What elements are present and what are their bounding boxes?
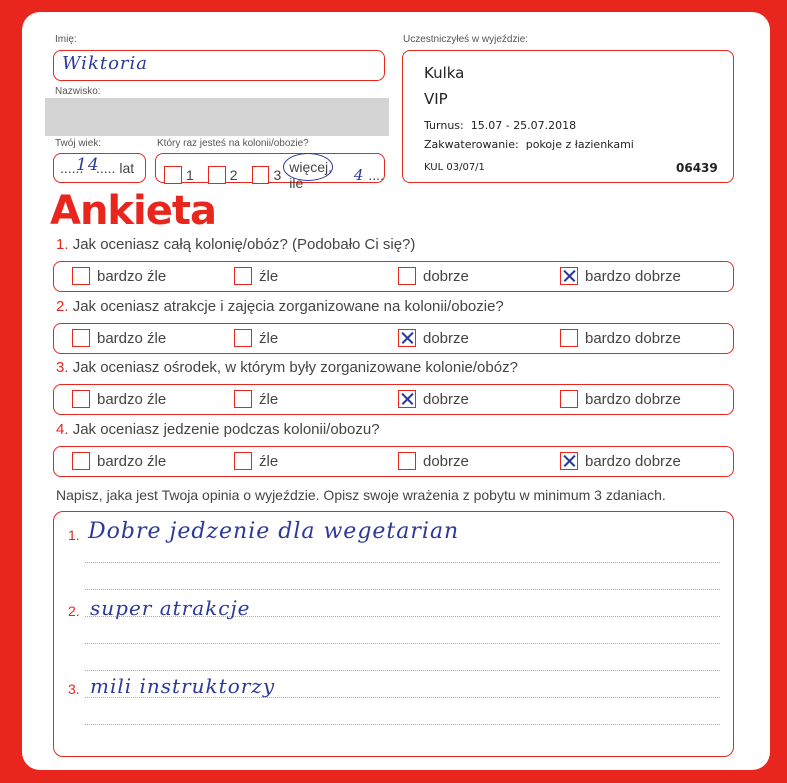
rating-checkbox[interactable]	[560, 452, 578, 470]
rating-label: źle	[259, 452, 279, 470]
opinion-2-text: super atrakcje	[90, 596, 251, 620]
rating-checkbox[interactable]	[398, 267, 416, 285]
visit-2-checkbox[interactable]	[208, 166, 226, 184]
rating-label: bardzo źle	[97, 267, 167, 285]
rating-option[interactable]	[72, 329, 166, 347]
rating-checkbox[interactable]	[234, 390, 252, 408]
rating-row-4	[53, 446, 734, 477]
rating-option[interactable]	[234, 452, 278, 470]
rating-label: dobrze	[423, 390, 469, 408]
rating-option[interactable]	[398, 390, 469, 408]
name-value: Wiktoria	[62, 53, 149, 74]
rating-checkbox[interactable]	[560, 329, 578, 347]
rating-option[interactable]	[560, 452, 681, 470]
question-text: Jak oceniasz całą kolonię/obóz? (Podobało Ci się?)	[72, 236, 416, 253]
dotted-line	[85, 724, 720, 725]
visit-1-label: 1	[185, 167, 194, 183]
rating-option[interactable]	[234, 390, 278, 408]
rating-checkbox[interactable]	[72, 452, 90, 470]
rating-option[interactable]	[560, 390, 681, 408]
question-3	[56, 359, 518, 376]
rating-checkbox[interactable]	[398, 452, 416, 470]
opinion-prompt: Napisz, jaka jest Twoja opinia o wyjeździe. Opisz swoje wrażenia z pobytu w minimum 3 zdaniach.	[56, 487, 666, 503]
rating-label: bardzo źle	[97, 452, 167, 470]
dotted-line	[85, 670, 720, 671]
opinion-1-num: 1.	[68, 527, 80, 543]
rating-option[interactable]	[72, 390, 166, 408]
rating-label: źle	[259, 390, 279, 408]
rating-label: źle	[259, 329, 279, 347]
age-suffix: ..... lat	[96, 160, 135, 176]
age-field[interactable]	[53, 153, 146, 183]
rating-option[interactable]	[72, 267, 166, 285]
camp-code: KUL 03/07/1	[424, 162, 485, 173]
rating-label: źle	[259, 267, 279, 285]
rating-row-2	[53, 323, 734, 354]
surname-redacted	[45, 98, 389, 136]
rating-checkbox[interactable]	[72, 329, 90, 347]
rating-label: dobrze	[423, 267, 469, 285]
name-label: Imię:	[55, 34, 77, 45]
rating-checkbox[interactable]	[560, 390, 578, 408]
question-number: 1.	[56, 236, 69, 253]
question-4	[56, 421, 380, 438]
rating-row-3	[53, 384, 734, 415]
rating-checkbox[interactable]	[72, 390, 90, 408]
question-number: 4.	[56, 421, 69, 438]
rating-label: bardzo źle	[97, 390, 167, 408]
accommodation-value: pokoje z łazienkami	[525, 138, 634, 151]
rating-checkbox[interactable]	[72, 267, 90, 285]
rating-checkbox[interactable]	[234, 267, 252, 285]
visit-label: Który raz jesteś na kolonii/obozie?	[157, 138, 309, 149]
name-field[interactable]	[53, 50, 385, 81]
camp-type: VIP	[424, 90, 448, 108]
rating-label: bardzo dobrze	[585, 329, 681, 347]
rating-option[interactable]	[234, 329, 278, 347]
rating-row-1	[53, 261, 734, 292]
visit-more-label: więcej, ile	[289, 159, 333, 191]
turnus-label: Turnus:	[424, 119, 464, 132]
visit-more-option[interactable]	[289, 159, 350, 191]
rating-checkbox[interactable]	[234, 452, 252, 470]
visit-1-checkbox[interactable]	[164, 166, 182, 184]
rating-option[interactable]	[234, 267, 278, 285]
visit-more-circle	[283, 153, 333, 181]
camp-name: Kulka	[424, 64, 465, 82]
camp-number: 06439	[676, 161, 718, 175]
rating-option[interactable]	[398, 329, 469, 347]
opinion-3-num: 3.	[68, 681, 80, 697]
question-number: 3.	[56, 359, 69, 376]
rating-checkbox[interactable]	[398, 329, 416, 347]
opinion-2-num: 2.	[68, 603, 80, 619]
question-text: Jak oceniasz atrakcje i zajęcia zorganizowane na kolonii/obozie?	[72, 298, 504, 315]
visit-dots: ....	[368, 167, 384, 183]
question-number: 2.	[56, 298, 69, 315]
surname-label: Nazwisko:	[55, 86, 101, 97]
rating-checkbox[interactable]	[398, 390, 416, 408]
rating-label: bardzo źle	[97, 329, 167, 347]
opinion-1-text: Dobre jedzenie dla wegetarian	[88, 519, 460, 544]
rating-checkbox[interactable]	[560, 267, 578, 285]
visit-3-checkbox[interactable]	[252, 166, 270, 184]
visit-count-value: 4	[353, 166, 365, 184]
rating-label: dobrze	[423, 329, 469, 347]
rating-checkbox[interactable]	[234, 329, 252, 347]
age-prefix: ......	[60, 160, 84, 176]
opinion-3-text: mili instruktorzy	[90, 674, 276, 698]
visit-2-label: 2	[229, 167, 238, 183]
question-text: Jak oceniasz jedzenie podczas kolonii/obozu?	[72, 421, 380, 438]
question-2	[56, 298, 504, 315]
dotted-line	[85, 562, 720, 563]
rating-option[interactable]	[398, 267, 469, 285]
age-value: 14	[76, 155, 100, 175]
rating-label: bardzo dobrze	[585, 452, 681, 470]
camp-turnus	[424, 119, 576, 132]
turnus-value: 15.07 - 25.07.2018	[470, 119, 577, 132]
dotted-line	[85, 589, 720, 590]
rating-option[interactable]	[560, 329, 681, 347]
question-1	[56, 236, 415, 253]
rating-label: bardzo dobrze	[585, 267, 681, 285]
page-title: Ankieta	[50, 188, 216, 234]
question-text: Jak oceniasz ośrodek, w którym były zorganizowane kolonie/obóz?	[72, 359, 518, 376]
age-label: Twój wiek:	[55, 138, 102, 149]
rating-option[interactable]	[72, 452, 166, 470]
dotted-line	[85, 643, 720, 644]
rating-label: bardzo dobrze	[585, 390, 681, 408]
accommodation-label: Zakwaterowanie:	[424, 138, 519, 151]
visit-3-label: 3	[273, 167, 282, 183]
camp-accommodation	[424, 138, 634, 151]
rating-label: dobrze	[423, 452, 469, 470]
rating-option[interactable]	[398, 452, 469, 470]
opinion-box[interactable]	[53, 511, 734, 757]
participant-label: Uczestniczyłeś w wyjeździe:	[403, 34, 529, 45]
rating-option[interactable]	[560, 267, 681, 285]
visit-field	[155, 153, 385, 191]
